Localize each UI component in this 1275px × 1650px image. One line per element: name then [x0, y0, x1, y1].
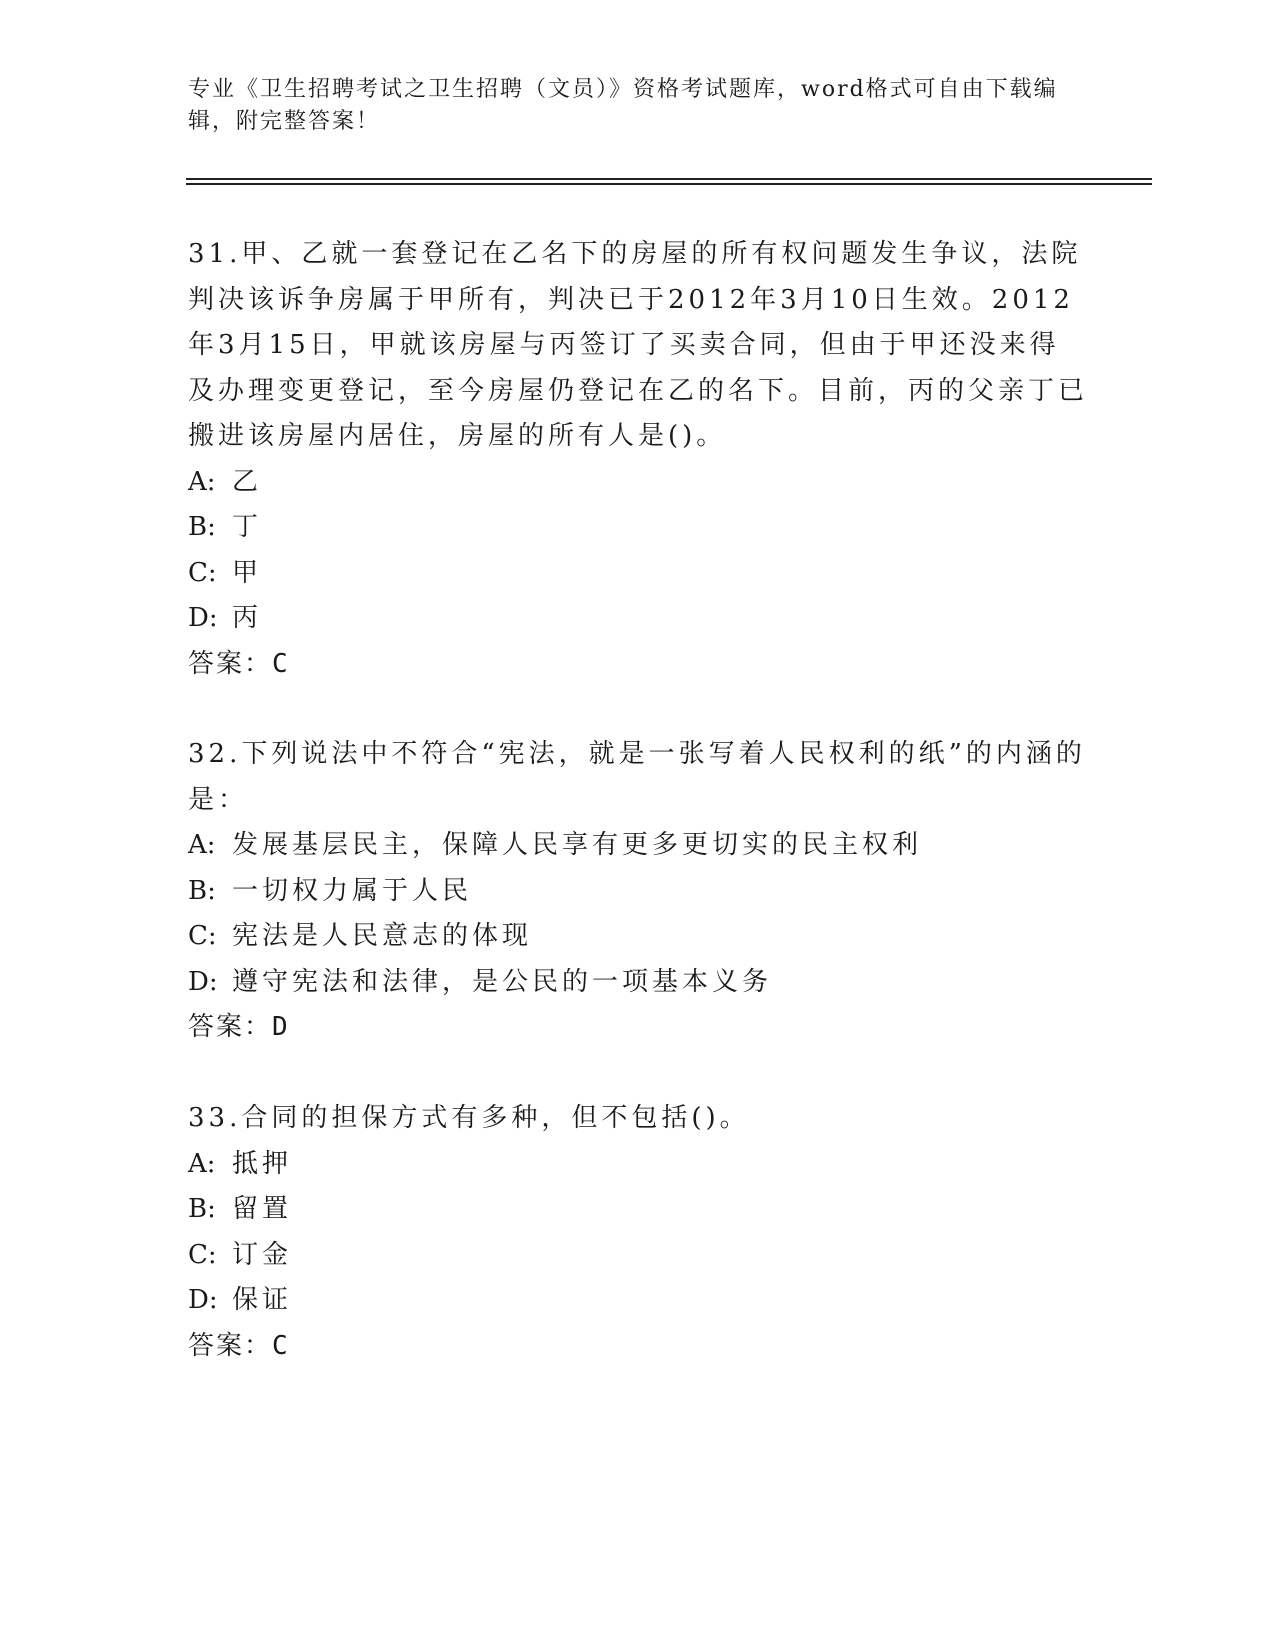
question-32 — [188, 732, 1088, 1051]
header-divider-top — [186, 178, 1152, 180]
option-c — [188, 914, 1088, 960]
header-divider-bottom — [186, 183, 1152, 185]
option-a — [188, 460, 1088, 506]
question-stem: 31.甲、乙就一套登记在乙名下的房屋的所有权问题发生争议，法院判决该诉争房属于甲所有，判决已于2012年3月10日生效。2012年3月15日，甲就该房屋与丙签订了买卖合同，但由于甲还没来得及办理变更登记，至今房屋仍登记在乙的名下。目前，丙的父亲丁已搬进该房屋内居住，房屋的所有人是()。 — [188, 239, 1089, 451]
option-letter: B: — [188, 512, 216, 542]
option-b — [188, 869, 1088, 915]
answer-line: 答案：D — [188, 1012, 290, 1042]
option-text: 乙 — [232, 466, 263, 497]
option-a — [188, 823, 1088, 869]
option-letter: C: — [188, 1239, 217, 1270]
option-text: 发展基层民主，保障人民享有更多更切实的民主权利 — [232, 830, 923, 860]
question-stem: 32.下列说法中不符合“宪法，就是一张写着人民权利的纸”的内涵的是： — [188, 739, 1086, 815]
option-letter: D: — [188, 603, 218, 633]
option-text: 遵守宪法和法律，是公民的一项基本义务 — [232, 966, 773, 997]
option-letter: D: — [188, 966, 218, 997]
option-text: 抵押 — [232, 1148, 293, 1179]
answer-line: 答案：C — [188, 648, 290, 679]
option-letter: D: — [188, 1285, 218, 1315]
option-letter: C: — [188, 921, 217, 951]
option-c — [188, 551, 1088, 597]
option-b — [188, 505, 1088, 551]
question-31 — [188, 232, 1088, 687]
option-text: 宪法是人民意志的体现 — [232, 921, 533, 951]
question-stem: 33.合同的担保方式有多种，但不包括()。 — [188, 1103, 750, 1133]
option-b — [188, 1187, 1088, 1233]
option-text: 甲 — [232, 557, 263, 588]
option-letter: A: — [188, 830, 216, 860]
option-c — [188, 1233, 1088, 1279]
option-text: 保证 — [232, 1285, 293, 1315]
option-d — [188, 596, 1088, 642]
option-text: 订金 — [232, 1239, 293, 1270]
answer-line: 答案：C — [188, 1330, 290, 1361]
option-d — [188, 960, 1088, 1006]
option-text: 一切权力属于人民 — [232, 875, 473, 906]
option-text: 留置 — [232, 1194, 293, 1224]
option-d — [188, 1278, 1088, 1324]
question-33 — [188, 1096, 1088, 1369]
option-letter: A: — [188, 1148, 216, 1179]
option-letter: B: — [188, 875, 216, 906]
option-text: 丁 — [232, 512, 263, 542]
option-letter: B: — [188, 1194, 216, 1224]
option-text: 丙 — [232, 603, 263, 633]
option-letter: A: — [188, 466, 216, 497]
option-a — [188, 1142, 1088, 1188]
document-header: 专业《卫生招聘考试之卫生招聘（文员）》资格考试题库，word格式可自由下载编辑，附完整答案！ — [188, 77, 1058, 134]
option-letter: C: — [188, 557, 217, 588]
